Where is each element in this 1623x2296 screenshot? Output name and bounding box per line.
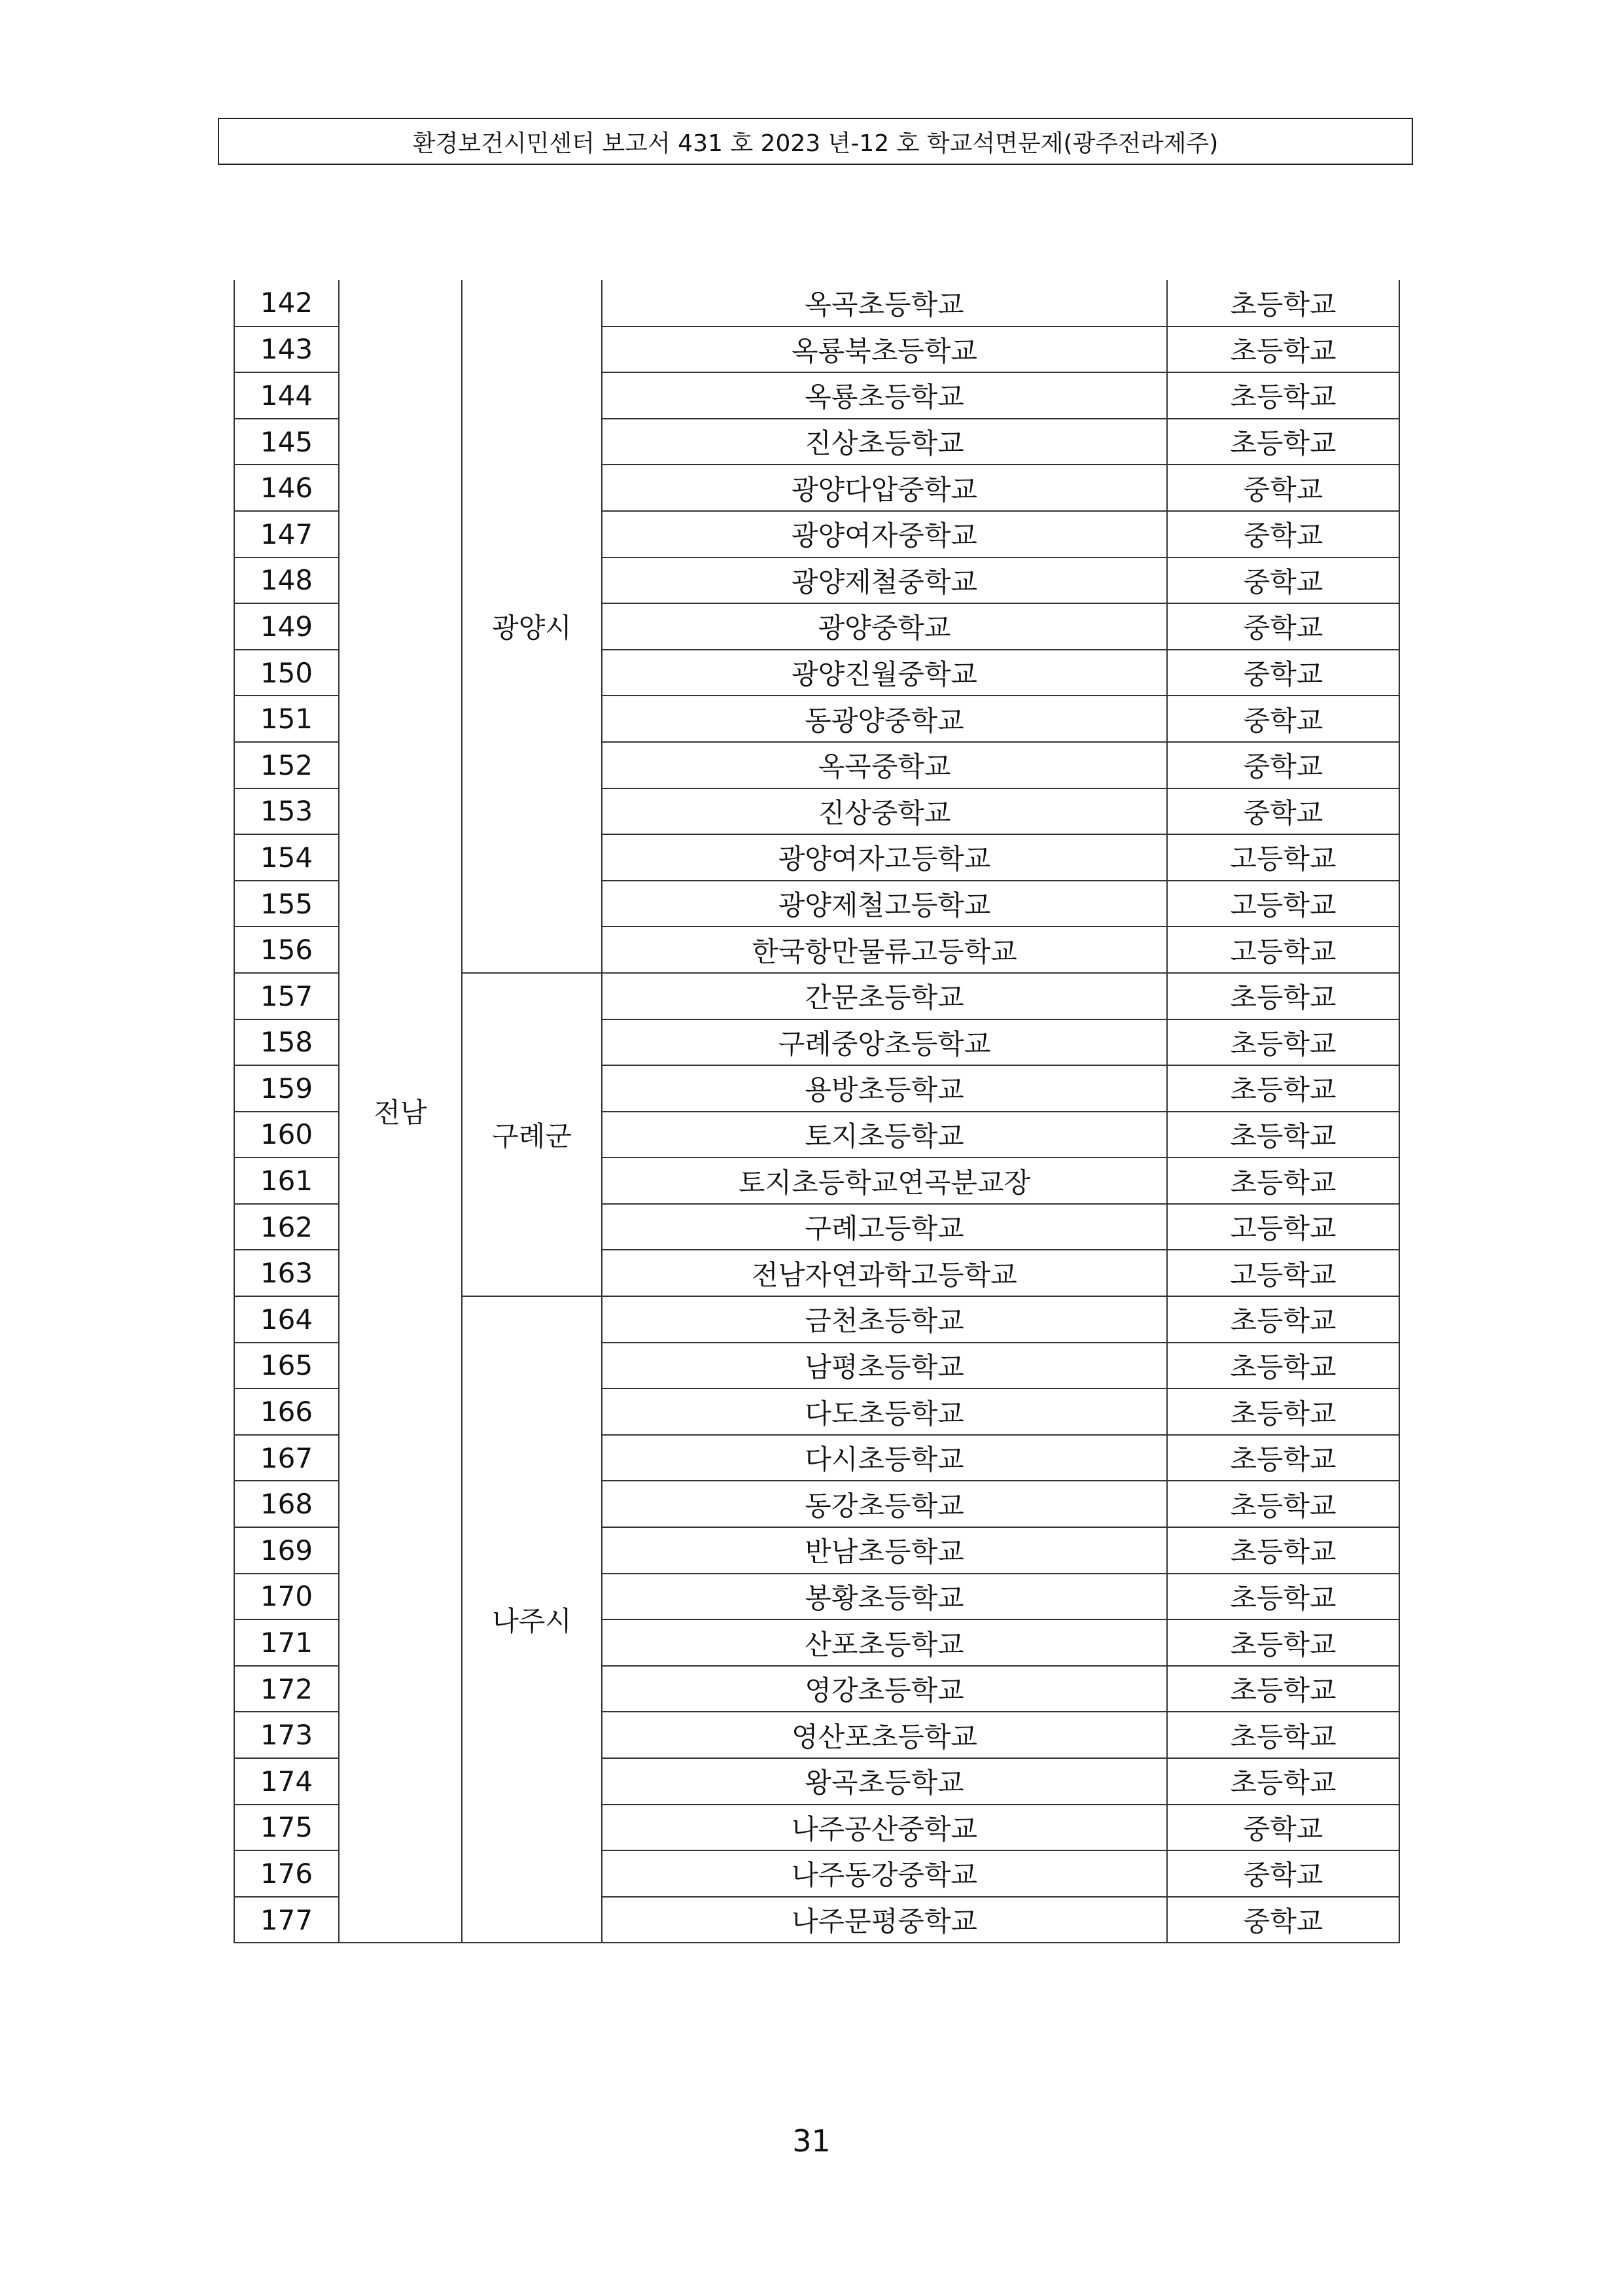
row-number-cell: 169 [234, 1527, 339, 1574]
school-name-cell: 진상초등학교 [602, 419, 1167, 465]
row-number-cell: 159 [234, 1065, 339, 1112]
row-number-cell: 173 [234, 1712, 339, 1758]
school-name-cell: 구례고등학교 [602, 1204, 1167, 1250]
school-name-cell: 봉황초등학교 [602, 1574, 1167, 1620]
school-table-body [234, 280, 1399, 1943]
school-type-cell: 초등학교 [1167, 327, 1399, 373]
school-type-cell: 초등학교 [1167, 1619, 1399, 1666]
school-type-cell: 초등학교 [1167, 1343, 1399, 1389]
school-type-cell: 초등학교 [1167, 1296, 1399, 1343]
school-name-cell: 영강초등학교 [602, 1666, 1167, 1712]
school-name-cell: 토지초등학교 [602, 1112, 1167, 1158]
school-name-cell: 한국항만물류고등학교 [602, 927, 1167, 973]
school-name-cell: 광양제철고등학교 [602, 881, 1167, 927]
school-type-cell: 초등학교 [1167, 1574, 1399, 1620]
school-type-cell: 초등학교 [1167, 419, 1399, 465]
school-name-cell: 광양중학교 [602, 603, 1167, 650]
school-name-cell: 옥룡초등학교 [602, 372, 1167, 419]
row-number-cell: 148 [234, 557, 339, 604]
row-number-cell: 174 [234, 1758, 339, 1805]
school-name-cell: 옥곡초등학교 [602, 280, 1167, 327]
school-name-cell: 광양다압중학교 [602, 465, 1167, 511]
school-type-cell: 중학교 [1167, 1805, 1399, 1851]
school-name-cell: 구례중앙초등학교 [602, 1019, 1167, 1066]
school-type-cell: 고등학교 [1167, 834, 1399, 881]
school-name-cell: 간문초등학교 [602, 973, 1167, 1019]
row-number-cell: 160 [234, 1112, 339, 1158]
row-number-cell: 166 [234, 1388, 339, 1435]
school-type-cell: 중학교 [1167, 696, 1399, 742]
row-number-cell: 162 [234, 1204, 339, 1250]
school-type-cell: 초등학교 [1167, 280, 1399, 327]
row-number-cell: 151 [234, 696, 339, 742]
school-table [234, 280, 1400, 1943]
school-type-cell: 중학교 [1167, 1897, 1399, 1943]
school-type-cell: 초등학교 [1167, 1019, 1399, 1066]
row-number-cell: 150 [234, 650, 339, 696]
row-number-cell: 145 [234, 419, 339, 465]
school-type-cell: 중학교 [1167, 742, 1399, 788]
school-name-cell: 다시초등학교 [602, 1435, 1167, 1481]
school-type-cell: 고등학교 [1167, 1250, 1399, 1296]
school-name-cell: 영산포초등학교 [602, 1712, 1167, 1758]
row-number-cell: 144 [234, 372, 339, 419]
row-number-cell: 154 [234, 834, 339, 881]
school-type-cell: 중학교 [1167, 465, 1399, 511]
row-number-cell: 155 [234, 881, 339, 927]
row-number-cell: 172 [234, 1666, 339, 1712]
school-name-cell: 광양여자중학교 [602, 511, 1167, 557]
school-type-cell: 중학교 [1167, 511, 1399, 557]
region-cell: 전남 [339, 280, 462, 1943]
school-type-cell: 초등학교 [1167, 1388, 1399, 1435]
school-type-cell: 초등학교 [1167, 1758, 1399, 1805]
school-type-cell: 초등학교 [1167, 1157, 1399, 1204]
school-name-cell: 남평초등학교 [602, 1343, 1167, 1389]
school-name-cell: 광양여자고등학교 [602, 834, 1167, 881]
school-name-cell: 나주문평중학교 [602, 1897, 1167, 1943]
school-type-cell: 초등학교 [1167, 1112, 1399, 1158]
row-number-cell: 149 [234, 603, 339, 650]
row-number-cell: 165 [234, 1343, 339, 1389]
row-number-cell: 167 [234, 1435, 339, 1481]
page-number: 31 [792, 2123, 831, 2159]
school-name-cell: 나주공산중학교 [602, 1805, 1167, 1851]
school-type-cell: 초등학교 [1167, 1712, 1399, 1758]
school-name-cell: 광양제철중학교 [602, 557, 1167, 604]
school-name-cell: 용방초등학교 [602, 1065, 1167, 1112]
school-name-cell: 왕곡초등학교 [602, 1758, 1167, 1805]
school-type-cell: 초등학교 [1167, 1481, 1399, 1527]
row-number-cell: 147 [234, 511, 339, 557]
school-name-cell: 동광양중학교 [602, 696, 1167, 742]
row-number-cell: 153 [234, 788, 339, 835]
school-type-cell: 초등학교 [1167, 1065, 1399, 1112]
school-type-cell: 초등학교 [1167, 973, 1399, 1019]
school-name-cell: 반남초등학교 [602, 1527, 1167, 1574]
school-type-cell: 중학교 [1167, 788, 1399, 835]
header-title: 환경보건시민센터 보고서 431 호 2023 년-12 호 학교석면문제(광주전라제주) [412, 130, 1219, 157]
row-number-cell: 156 [234, 927, 339, 973]
school-type-cell: 중학교 [1167, 1850, 1399, 1897]
school-type-cell: 중학교 [1167, 650, 1399, 696]
school-name-cell: 토지초등학교연곡분교장 [602, 1157, 1167, 1204]
school-name-cell: 다도초등학교 [602, 1388, 1167, 1435]
school-type-cell: 초등학교 [1167, 1527, 1399, 1574]
row-number-cell: 142 [234, 280, 339, 327]
row-number-cell: 158 [234, 1019, 339, 1066]
school-type-cell: 초등학교 [1167, 1435, 1399, 1481]
row-number-cell: 168 [234, 1481, 339, 1527]
school-name-cell: 진상중학교 [602, 788, 1167, 835]
school-type-cell: 중학교 [1167, 557, 1399, 604]
school-name-cell: 광양진월중학교 [602, 650, 1167, 696]
document-header [218, 118, 1413, 165]
row-number-cell: 175 [234, 1805, 339, 1851]
school-name-cell: 옥룡북초등학교 [602, 327, 1167, 373]
school-type-cell: 초등학교 [1167, 372, 1399, 419]
row-number-cell: 171 [234, 1619, 339, 1666]
row-number-cell: 164 [234, 1296, 339, 1343]
row-number-cell: 176 [234, 1850, 339, 1897]
school-name-cell: 동강초등학교 [602, 1481, 1167, 1527]
school-type-cell: 고등학교 [1167, 1204, 1399, 1250]
row-number-cell: 143 [234, 327, 339, 373]
school-name-cell: 금천초등학교 [602, 1296, 1167, 1343]
district-cell: 광양시 [462, 280, 602, 973]
row-number-cell: 177 [234, 1897, 339, 1943]
table-row [234, 280, 1399, 327]
row-number-cell: 170 [234, 1574, 339, 1620]
district-cell: 구례군 [462, 973, 602, 1296]
school-type-cell: 중학교 [1167, 603, 1399, 650]
row-number-cell: 152 [234, 742, 339, 788]
school-name-cell: 옥곡중학교 [602, 742, 1167, 788]
district-cell: 나주시 [462, 1296, 602, 1943]
row-number-cell: 161 [234, 1157, 339, 1204]
row-number-cell: 163 [234, 1250, 339, 1296]
school-type-cell: 고등학교 [1167, 881, 1399, 927]
school-type-cell: 초등학교 [1167, 1666, 1399, 1712]
school-name-cell: 나주동강중학교 [602, 1850, 1167, 1897]
school-name-cell: 전남자연과학고등학교 [602, 1250, 1167, 1296]
school-name-cell: 산포초등학교 [602, 1619, 1167, 1666]
row-number-cell: 146 [234, 465, 339, 511]
row-number-cell: 157 [234, 973, 339, 1019]
school-type-cell: 고등학교 [1167, 927, 1399, 973]
